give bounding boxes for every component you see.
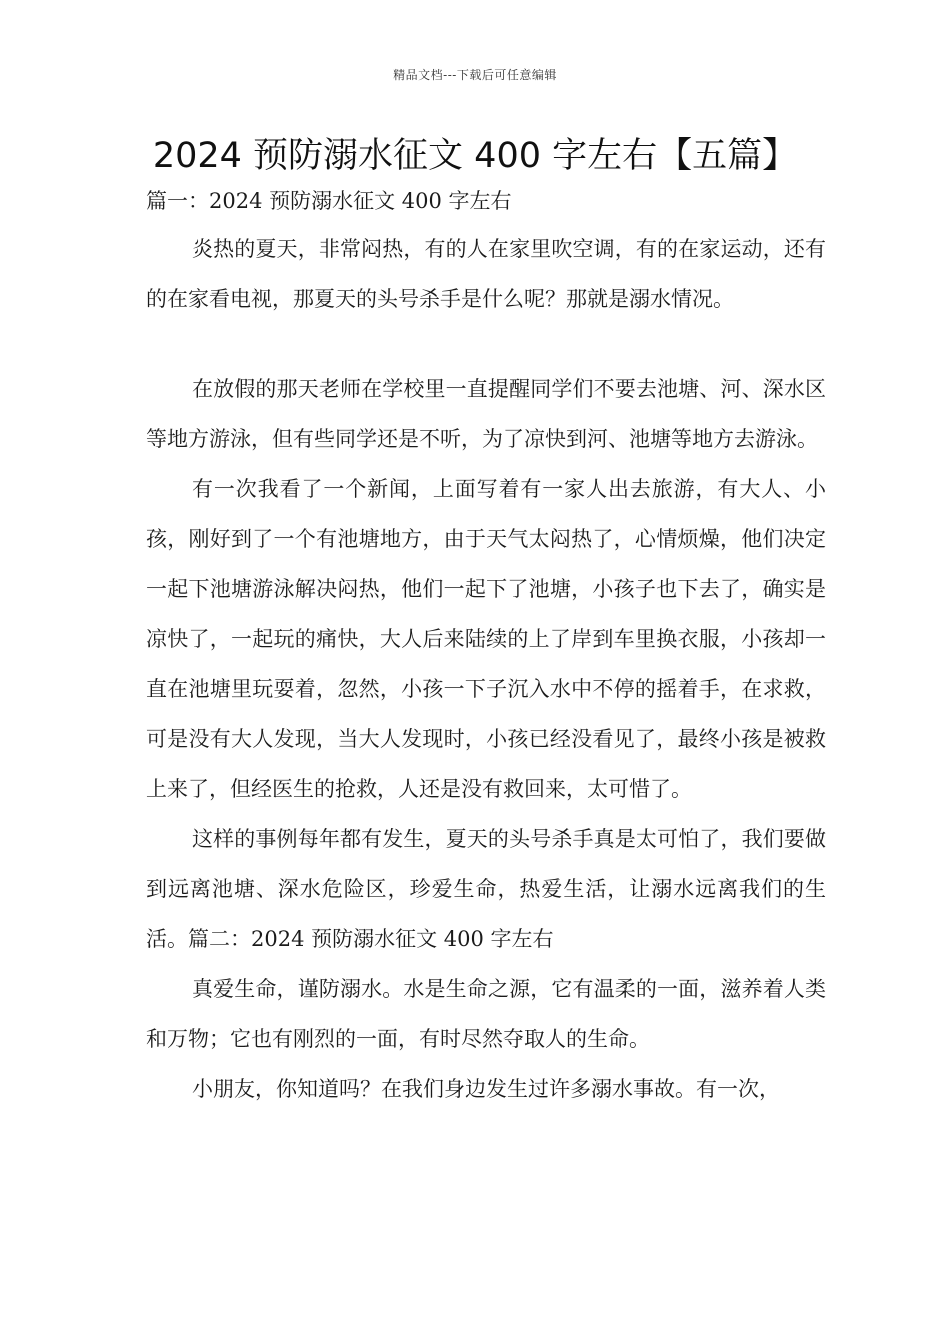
page-header-note: 精品文档---下载后可任意编辑 [393, 68, 557, 82]
document-title: 2024 预防溺水征文 400 字左右【五篇】 [152, 136, 798, 176]
paragraph-6: 小朋友，你知道吗？在我们身边发生过许多溺水事故。有一次， [192, 1077, 780, 1101]
section-heading-2: 篇二：2024 预防溺水征文 400 字左右 [188, 927, 554, 951]
document-body [146, 184, 826, 1114]
section-heading-1: 篇一：2024 预防溺水征文 400 字左右 [146, 189, 512, 213]
paragraph-4 [146, 814, 826, 964]
paragraph-5: 真爱生命，谨防溺水。水是生命之源，它有温柔的一面，滋养着人类和万物；它也有刚烈的一面，有时尽然夺取人的生命。 [146, 977, 826, 1051]
paragraph-3: 有一次我看了一个新闻，上面写着有一家人出去旅游，有大人、小孩，刚好到了一个有池塘地方，由于天气太闷热了，心情烦燥，他们决定一起下池塘游泳解决闷热，他们一起下了池塘，小孩子也下去了，确实是凉快了，一起玩的痛快，大人后来陆续的上了岸到车里换衣服，小孩却一直在池塘里玩耍着，忽然，小孩一下子沉入水中不停的摇着手，在求救，可是没有大人发现，当大人发现时，小孩已经没看见了，最终小孩是被救上来了，但经医生的抢救，人还是没有救回来，太可惜了。 [146, 477, 826, 801]
paragraph-1: 炎热的夏天，非常闷热，有的人在家里吹空调，有的在家运动，还有的在家看电视，那夏天的头号杀手是什么呢？那就是溺水情况。 [146, 237, 826, 311]
paragraph-4-text: 这样的事例每年都有发生，夏天的头号杀手真是太可怕了，我们要做到远离池塘、深水危险区，珍爱生命，热爱生活，让溺水远离我们的生活。 [146, 827, 826, 951]
paragraph-2: 在放假的那天老师在学校里一直提醒同学们不要去池塘、河、深水区等地方游泳，但有些同学还是不听，为了凉快到河、池塘等地方去游泳。 [146, 377, 826, 451]
